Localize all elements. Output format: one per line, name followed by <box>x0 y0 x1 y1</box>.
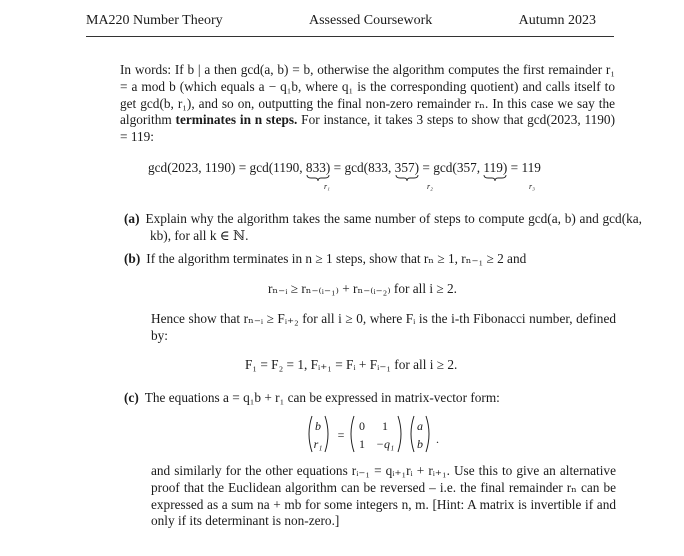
eq-part-1: gcd(2023, 1190) = gcd(1190, <box>148 160 306 175</box>
equation-period: . <box>436 432 439 446</box>
matrix-vector-equation <box>306 413 466 455</box>
rhs-bottom: b <box>417 437 423 451</box>
part-b <box>124 251 642 268</box>
part-b-label: (b) <box>124 251 141 266</box>
intro-text-2: For instance, it takes 3 steps to show that gcd(2023, 1190) = 119: <box>120 112 615 145</box>
r3-label: r₃ <box>529 182 535 191</box>
part-a-text: Explain why the algorithm takes the same number of steps to compute gcd(a, b) and gcd(ka, kb), for all k ∈ ℕ. <box>145 211 642 243</box>
part-c-text: The equations a = q₁b + r₁ can be expressed in matrix-vector form: <box>144 390 500 405</box>
lhs-bottom: r₁ <box>313 437 323 451</box>
eq-part-2: ) = gcd(833, <box>325 160 395 175</box>
matrix-entry-12: 1 <box>382 419 388 433</box>
part-c-continuation: and similarly for the other equations rᵢ₋₁ = qᵢ₊₁rᵢ + rᵢ₊₁. Use this to give an alternative proof that the Euclidean algorithm can be reversed – i.e. the final remainder rₙ can be expressed as a sum na + mb for some integers n, m. [Hint: A matrix is invertible if and only if its determinant is non-zero.] <box>151 463 616 529</box>
r1-brace <box>306 160 326 176</box>
document-type: Assessed Coursework <box>308 13 433 28</box>
intro-bold-term: terminates in n steps. <box>175 112 298 128</box>
eq-part-4: ) = 119 <box>502 160 541 175</box>
header-rule <box>86 36 614 37</box>
course-title: MA220 Number Theory <box>86 13 223 28</box>
page-header <box>86 13 596 29</box>
part-c <box>124 390 642 407</box>
matrix-entry-11: 0 <box>359 419 365 433</box>
r1-value: 833 <box>305 160 326 175</box>
fibonacci-definition: F₁ = F₂ = 1, Fᵢ₊₁ = Fᵢ + Fᵢ₋₁ for all i ≥ 2. <box>245 357 458 372</box>
r2-value: 357 <box>394 160 415 175</box>
r3-value: 119 <box>483 160 503 175</box>
eq-part-3: ) = gcd(357, <box>414 160 484 175</box>
part-b-recurrence: rₙ₋ᵢ ≥ rₙ₋₍ᵢ₋₁₎ + rₙ₋₍ᵢ₋₂₎ for all i ≥ 2. <box>268 281 457 296</box>
part-b-hence: Hence show that rₙ₋ᵢ ≥ Fᵢ₊₂ for all i ≥ 0, where Fᵢ is the i-th Fibonacci number, defined by: <box>151 311 616 343</box>
intro-text-1: In words: If b | a then gcd(a, b) = b, otherwise the algorithm computes the first remainder r₁ = a mod b (which equals a − q₁b, where q₁ is the corresponding quotient) and calls itself to get gcd(b, r₁), and so on, outputting the final non-zero remainder rₙ. In this case we say the algorithm <box>120 62 615 128</box>
r2-brace <box>395 160 415 176</box>
equals-sign: = <box>337 428 345 442</box>
term-label: Autumn 2023 <box>518 13 596 28</box>
part-c-label: (c) <box>124 390 139 405</box>
part-a <box>124 211 642 245</box>
rhs-top: a <box>417 419 423 433</box>
part-a-label: (a) <box>124 211 140 226</box>
lhs-top: b <box>315 419 321 433</box>
part-b-text: If the algorithm terminates in n ≥ 1 steps, show that rₙ ≥ 1, rₙ₋₁ ≥ 2 and <box>146 251 527 266</box>
example-equation <box>148 160 541 176</box>
matrix-entry-22: −q₁ <box>375 437 395 451</box>
r1-label: r₁ <box>324 182 330 191</box>
intro-paragraph <box>120 62 615 146</box>
r2-label: r₂ <box>427 182 433 191</box>
matrix-entry-21: 1 <box>359 437 365 451</box>
r3-brace <box>483 160 502 176</box>
